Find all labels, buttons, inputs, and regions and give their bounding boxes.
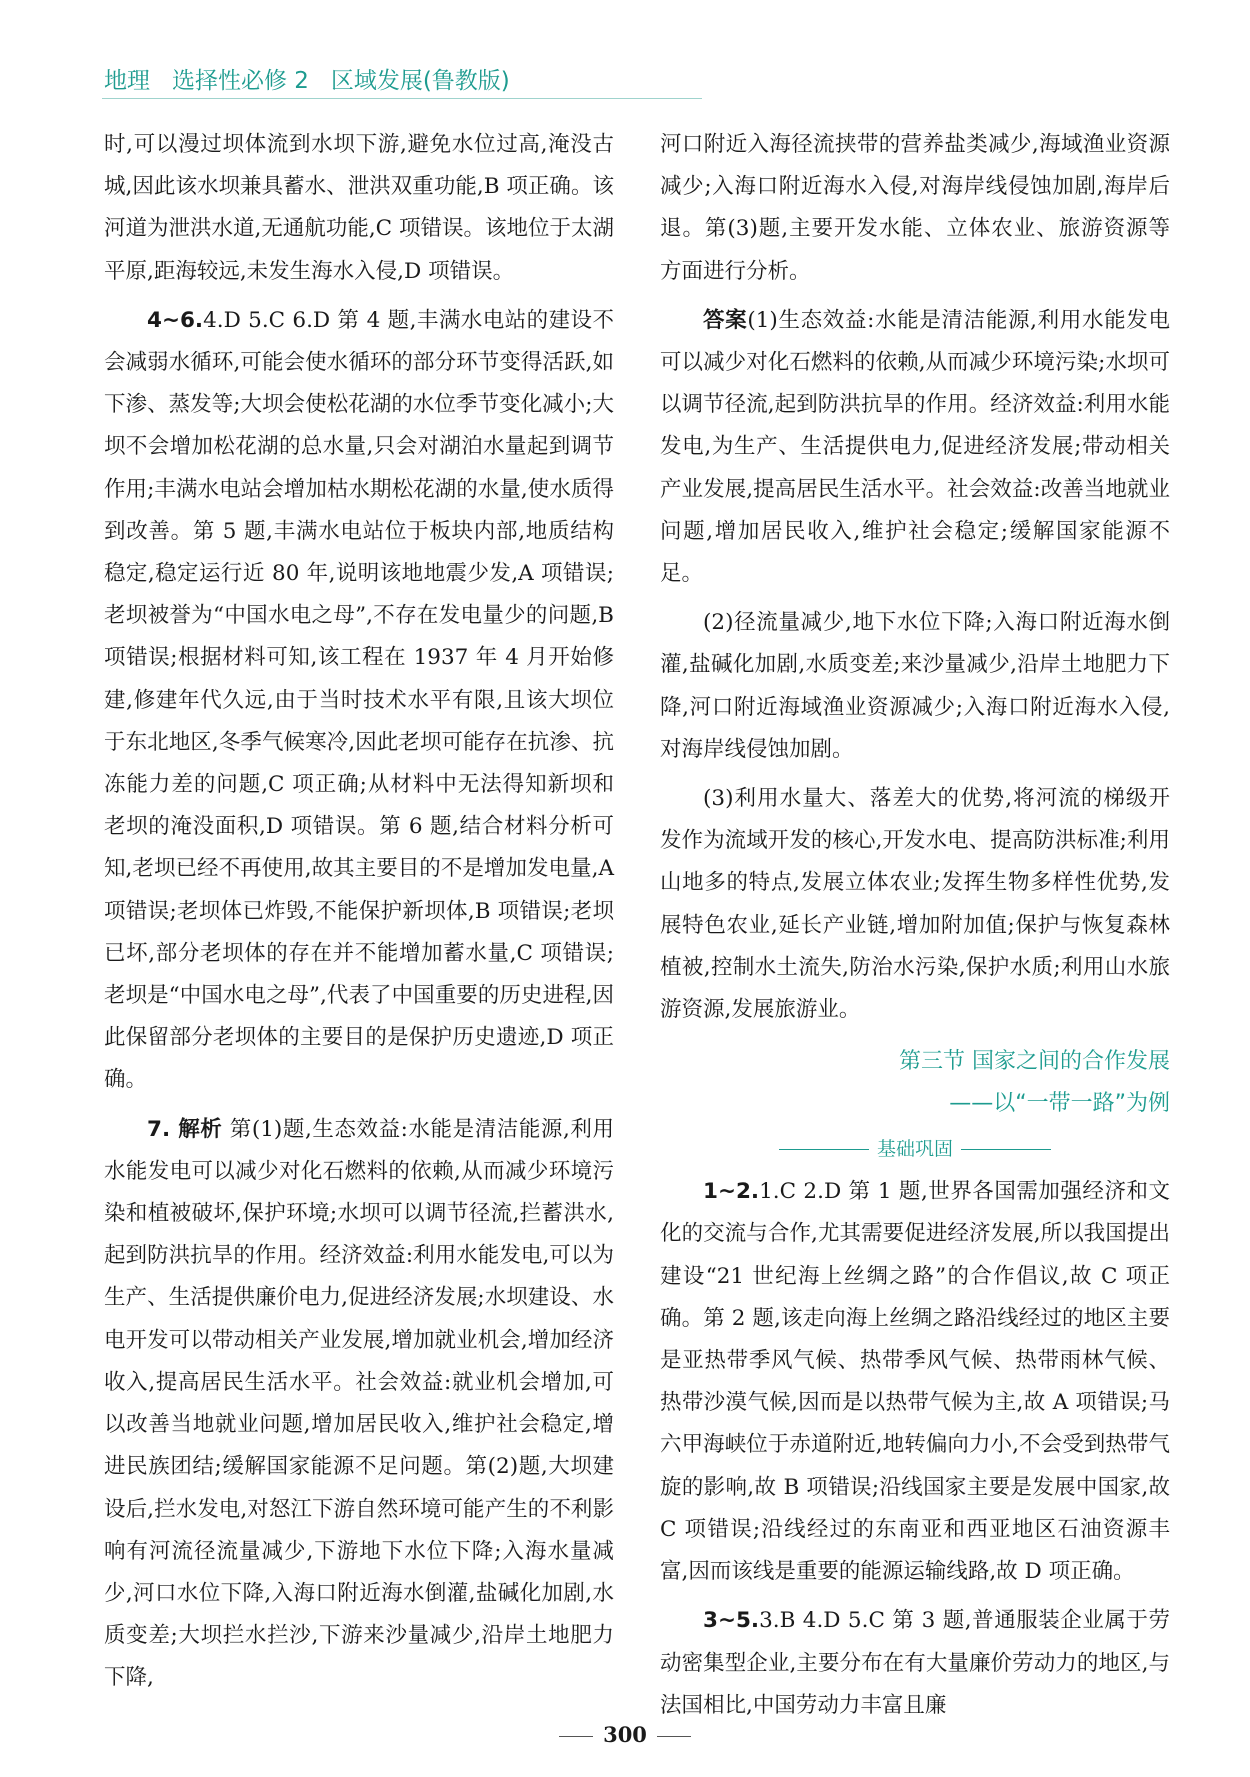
question-text: 4.D 5.C 6.D 第 4 题,丰满水电站的建设不会减弱水循环,可能会使水循环的部分环节变得活跃,如下渗、蒸发等;大坝会使松花湖的水位季节变化减小;大坝不会增加松花湖的总水量,只会对湖泊水量起到调节作用;丰满水电站会增加枯水期松花湖的水量,使水质得到改善。第 5 题,丰满水电站位于板块内部,地质结构稳定,稳定运行近 80 年,说明该地地震少发,A 项错误;老坝被誉为“中国水电之母”,不存在发电量少的问题,B 项错误;根据材料可知,该工程在 1937 年 4 月开始修建,修建年代久远,由于当时技术水平有限,且该大坝位于东北地区,冬季气候寒冷,因此老坝可能存在抗渗、抗冻能力差的问题,C 项正确;从材料中无法得知新坝和老坝的淹没面积,D 项错误。第 6 题,结合材料分析可知,老坝已经不再使用,故其主要目的不是增加发电量,A 项错误;老坝体已炸毁,不能保护新坝体,B 项错误;老坝已坏,部分老坝体的存在并不能增加蓄水量,C 项错误;老坝是“中国水电之母”,代表了中国重要的历史进程,因此保留部分老坝体的主要目的是保护历史遗迹,D 项正确。 (104, 307, 614, 1093)
header-rule (102, 98, 702, 99)
section-title-line-1: 第三节 国家之间的合作发展 (899, 1049, 1170, 1075)
question-3-5 (660, 1600, 1170, 1727)
analysis-label: 7. 解析 (147, 1116, 223, 1142)
question-7 (104, 1109, 614, 1700)
left-column (104, 124, 614, 1707)
question-text: 1.C 2.D 第 1 题,世界各国需加强经济和文化的交流与合作,尤其需要促进经济发展,所以我国提出建设“21 世纪海上丝绸之路”的合作倡议,故 C 项正确。第 2 题,该走向海上丝绸之路沿线经过的地区主要是亚热带季风气候、热带季风气候、热带雨林气候、热带沙漠气候,因而是以热带气候为主,故 A 项错误;马六甲海峡位于赤道附近,地转偏向力小,不会受到热带气旋的影响,故 B 项错误;沿线国家主要是发展中国家,故 C 项错误;沿线经过的东南亚和西亚地区石油资源丰富,因而该线是重要的能源运输线路,故 D 项正确。 (660, 1179, 1170, 1585)
question-number: 4~6. (147, 307, 204, 333)
analysis-text: 第(1)题,生态效益:水能是清洁能源,利用水能发电可以减少对化石燃料的依赖,从而减少环境污染和植被破坏,保护环境;水坝可以调节径流,拦蓄洪水,起到防洪抗旱的作用。经济效益:利用水能发电,可以为生产、生活提供廉价电力,促进经济发展;水坝建设、水电开发可以带动相关产业发展,增加就业机会,增加经济收入,提高居民生活水平。社会效益:就业机会增加,可以改善当地就业问题,增加居民收入,维护社会稳定,增进民族团结;缓解国家能源不足问题。第(2)题,大坝建设后,拦水发电,对怒江下游自然环境可能产生的不利影响有河流径流量减少,下游地下水位下降;入海水量减少,河口水位下降,入海口附近海水倒灌,盐碱化加剧,水质变差;大坝拦水拦沙,下游来沙量减少,沿岸土地肥力下降, (104, 1116, 614, 1691)
page-number: 300 (603, 1722, 647, 1747)
header-edition: 区域发展(鲁教版) (330, 68, 510, 94)
subsection-title: 基础巩固 (876, 1138, 953, 1161)
footer-dash-right (657, 1736, 691, 1737)
divider-left (779, 1149, 869, 1150)
answer-label: 答案 (703, 307, 748, 333)
answer-text: (1)生态效益:水能是清洁能源,利用水能发电可以减少对化石燃料的依赖,从而减少环境污染;水坝可以调节径流,起到防洪抗旱的作用。经济效益:利用水能发电,为生产、生活提供电力,促进经济发展;带动相关产业发展,提高居民生活水平。社会效益:改善当地就业问题,增加居民收入,维护社会稳定;缓解国家能源不足。 (660, 307, 1170, 587)
running-header (104, 62, 510, 95)
header-subject: 地理 (104, 68, 150, 94)
question-4-6 (104, 300, 614, 1102)
answer-2: (2)径流量减少,地下水位下降;入海口附近海水倒灌,盐碱化加剧,水质变差;来沙量减少,沿岸土地肥力下降,河口附近海域渔业资源减少;入海口附近海水入侵,对海岸线侵蚀加剧。 (660, 610, 1170, 762)
paragraph-continued: 河口附近入海径流挟带的营养盐类减少,海域渔业资源减少;入海口附近海水入侵,对海岸线侵蚀加剧,海岸后退。第(3)题,主要开发水能、立体农业、旅游资源等方面进行分析。 (660, 132, 1170, 284)
paragraph-continued: 时,可以漫过坝体流到水坝下游,避免水位过高,淹没古城,因此该水坝兼具蓄水、泄洪双重功能,B 项正确。该河道为泄洪水道,无通航功能,C 项错误。该地位于太湖平原,距海较远,未发生海水入侵,D 项错误。 (104, 132, 614, 284)
question-text: 3.B 4.D 5.C 第 3 题,普通服装企业属于劳动密集型企业,主要分布在有大量廉价劳动力的地区,与法国相比,中国劳动力丰富且廉 (660, 1608, 1170, 1718)
section-title-line-2: ——以“一带一路”为例 (949, 1091, 1170, 1117)
answer-3: (3)利用水量大、落差大的优势,将河流的梯级开发作为流域开发的核心,开发水电、提高防洪标准;利用山地多的特点,发展立体农业;发挥生物多样性优势,发展特色农业,延长产业链,增加附加值;保护与恢复森林植被,控制水土流失,防治水污染,保护水质;利用山水旅游资源,发展旅游业。 (660, 786, 1170, 1023)
section-title (660, 1041, 1170, 1125)
question-number: 1~2. (703, 1179, 760, 1205)
subsection-heading (660, 1131, 1170, 1167)
page-footer (0, 1722, 1250, 1747)
answer-1 (660, 300, 1170, 595)
question-number: 3~5. (703, 1608, 760, 1634)
right-column (660, 124, 1170, 1734)
divider-right (961, 1149, 1051, 1150)
question-1-2 (660, 1171, 1170, 1593)
header-book: 选择性必修 2 (171, 68, 309, 94)
footer-dash-left (559, 1736, 593, 1737)
